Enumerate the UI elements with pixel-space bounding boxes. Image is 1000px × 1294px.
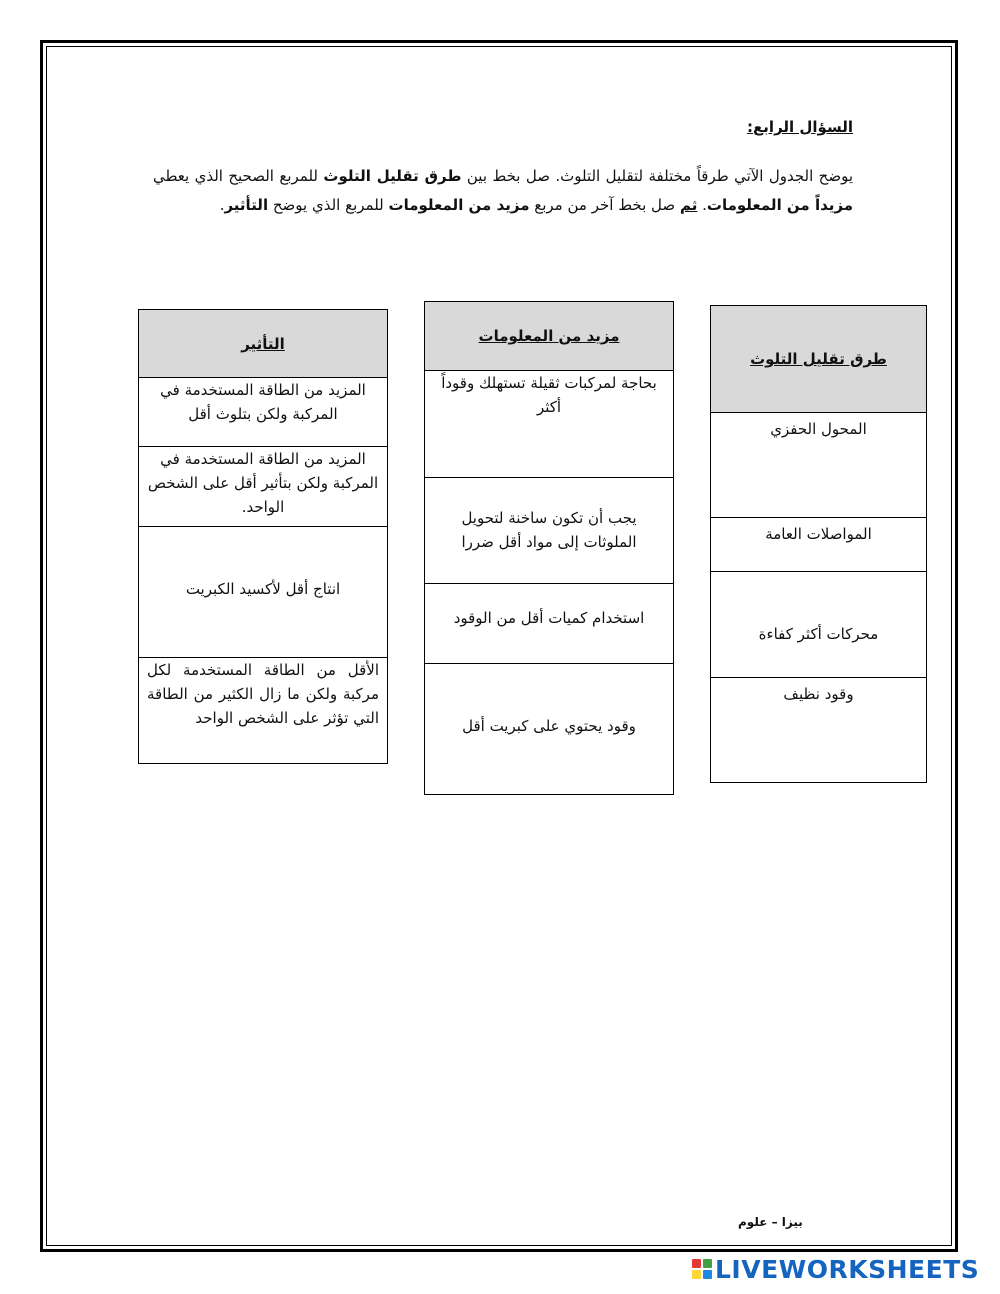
effect-item[interactable]: الأقل من الطاقة المستخدمة لكل مركبة ولكن ما زال الكثير من الطاقة التي تؤثر على الشخص الواحد bbox=[147, 661, 379, 727]
instr-part-2: للمربع الصحيح الذي يعطي bbox=[153, 167, 324, 185]
instr-bold-info-2: مزيد من المعلومات bbox=[388, 196, 530, 214]
methods-header: طرق تقليل التلوث bbox=[711, 306, 926, 413]
question-title: السؤال الرابع: bbox=[747, 118, 853, 136]
effect-item[interactable]: المزيد من الطاقة المستخدمة في المركبة ولكن بتلوث أقل bbox=[139, 378, 387, 447]
effect-column bbox=[138, 309, 388, 764]
instr-part-4: صل بخط آخر من مربع bbox=[529, 196, 680, 214]
instr-part-6: . bbox=[219, 196, 225, 214]
methods-item[interactable]: المحول الحفزي bbox=[711, 413, 926, 518]
methods-item[interactable]: المواصلات العامة bbox=[711, 518, 926, 572]
question-instructions bbox=[153, 162, 853, 220]
instr-bold-then: ثم bbox=[679, 196, 698, 214]
info-item[interactable]: يجب أن تكون ساخنة لتحويل الملوثات إلى مواد أقل ضررا bbox=[425, 478, 673, 584]
info-item[interactable]: وقود يحتوي على كبريت أقل bbox=[462, 717, 636, 735]
methods-column bbox=[710, 305, 927, 783]
effect-item[interactable]: انتاج أقل لأكسيد الكبريت bbox=[139, 527, 387, 658]
info-item[interactable]: بحاجة لمركبات ثقيلة تستهلك وقوداً أكثر bbox=[425, 371, 673, 478]
instr-part-5: للمربع الذي يوضح bbox=[268, 196, 389, 214]
liveworksheets-brand bbox=[692, 1254, 979, 1284]
info-item[interactable]: استخدام كميات أقل من الوقود bbox=[425, 584, 673, 664]
effect-item[interactable]: المزيد من الطاقة المستخدمة في المركبة ولكن بتأثير أقل على الشخص الواحد. bbox=[139, 447, 387, 527]
instr-bold-methods: طرق تقليل التلوث bbox=[323, 167, 462, 185]
liveworksheets-logo-icon bbox=[692, 1259, 712, 1279]
methods-item[interactable]: وقود نظيف bbox=[783, 685, 854, 703]
instr-bold-info: مزيداً من المعلومات bbox=[706, 196, 853, 214]
instr-part-1: يوضح الجدول الآتي طرقاً مختلفة لتقليل التلوث. صل بخط بين bbox=[461, 167, 854, 185]
instr-bold-effect: التأثير bbox=[224, 196, 269, 214]
brand-name: LIVEWORKSHEETS bbox=[715, 1254, 980, 1284]
info-column bbox=[424, 301, 674, 795]
info-header: مزيد من المعلومات bbox=[425, 302, 673, 371]
effect-header: التأثير bbox=[139, 310, 387, 378]
instr-part-3: . bbox=[697, 196, 707, 214]
methods-item[interactable]: محركات أكثر كفاءة bbox=[711, 572, 926, 678]
footer-label: بيزا – علوم bbox=[738, 1215, 803, 1229]
